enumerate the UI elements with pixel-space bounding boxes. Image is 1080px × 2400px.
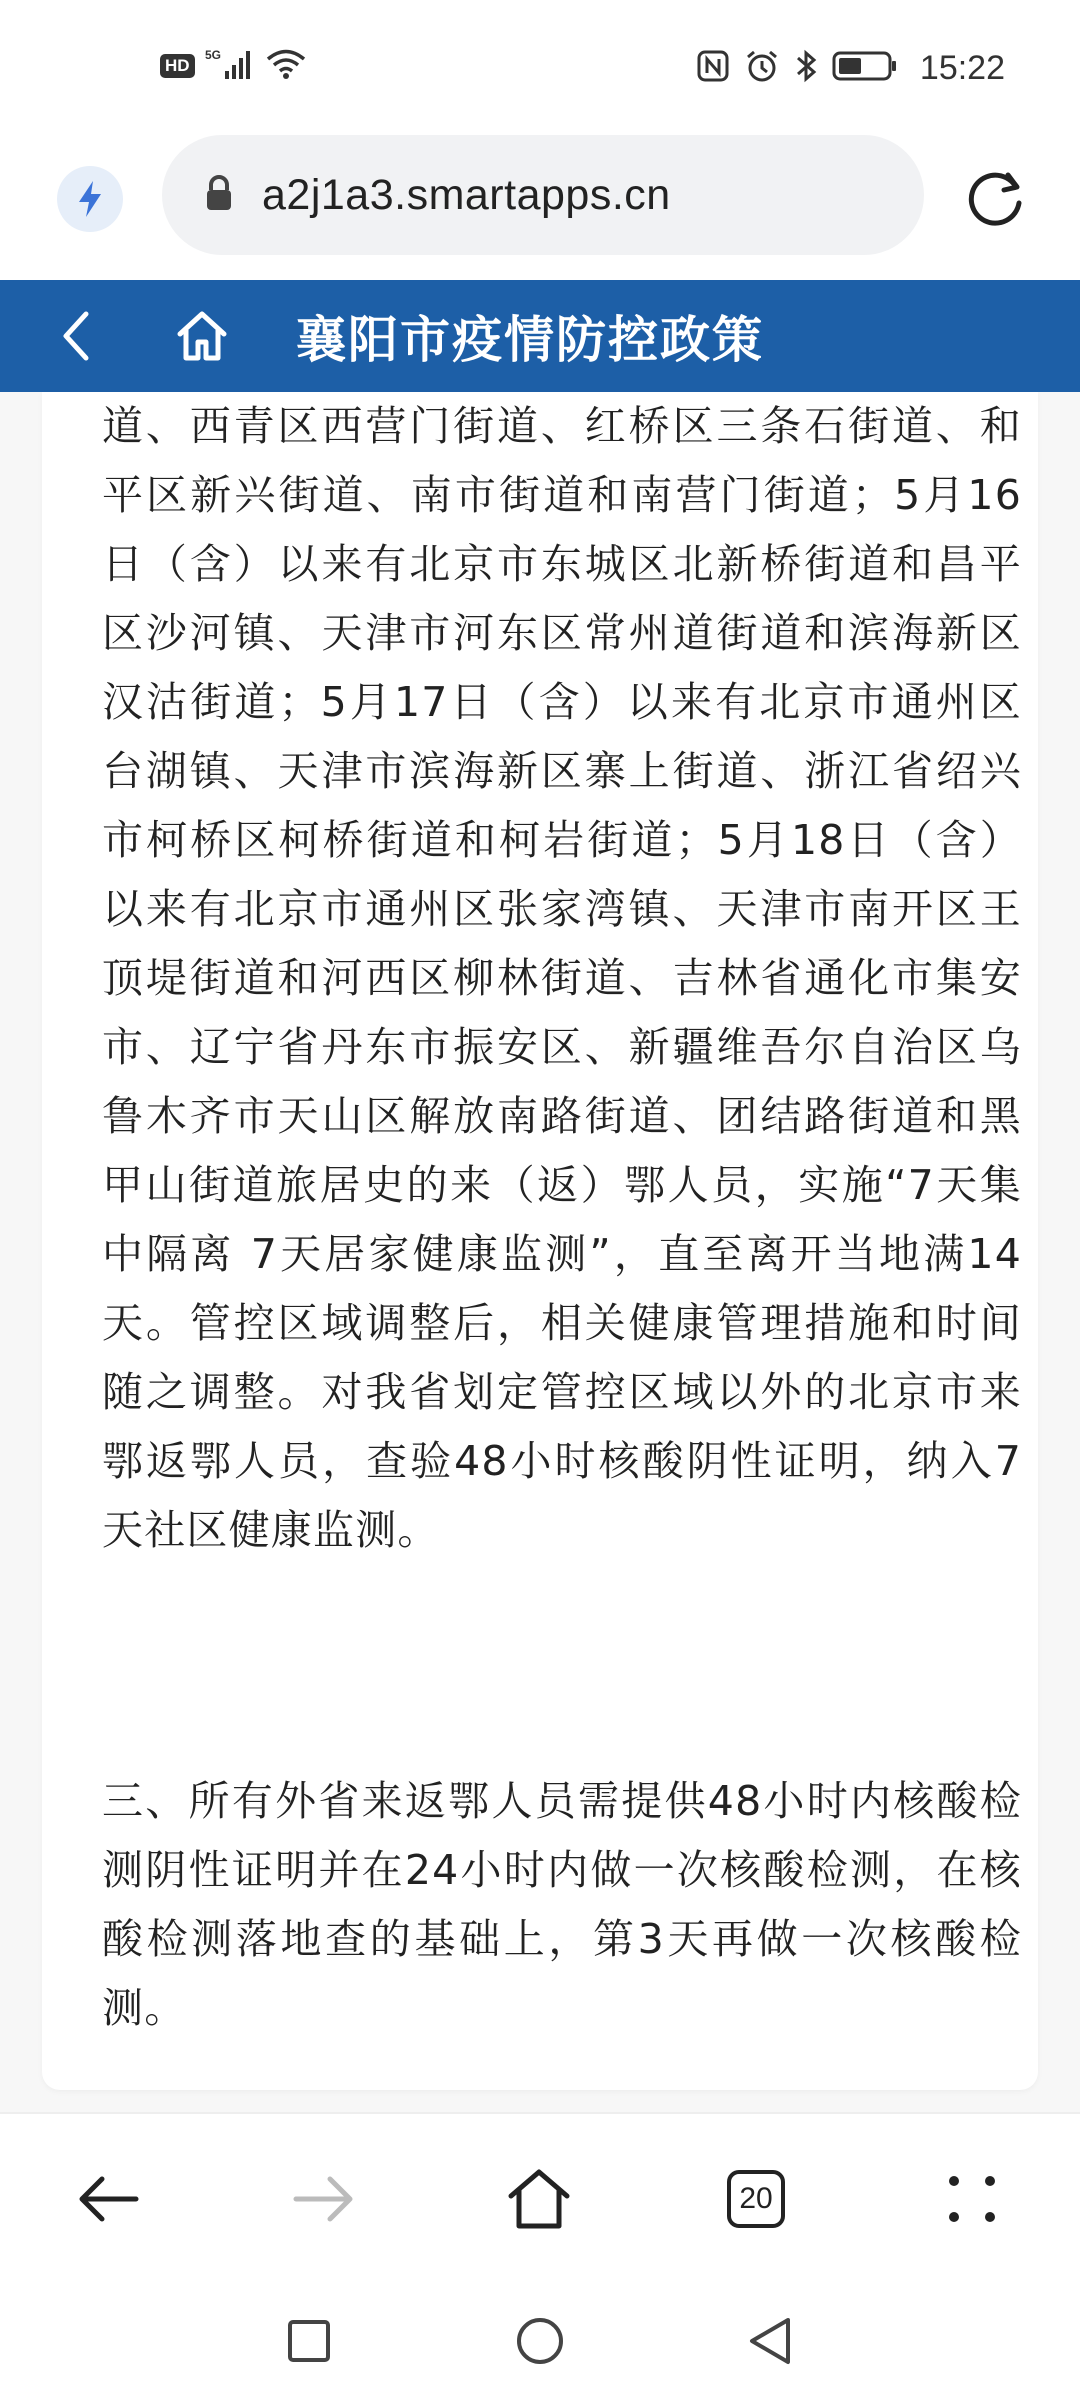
hd-icon: HD: [160, 54, 195, 78]
article-card: [42, 392, 1038, 2090]
svg-text:5G: 5G: [204, 48, 221, 62]
home-icon[interactable]: [170, 304, 234, 368]
recents-square-icon[interactable]: [264, 2282, 354, 2400]
url-field[interactable]: [162, 135, 924, 255]
signal-5g-icon: [205, 47, 255, 85]
nfc-icon: [696, 49, 730, 87]
lock-icon: [204, 174, 234, 216]
status-time: 15:22: [919, 48, 1005, 87]
forward-arrow-icon[interactable]: [264, 2114, 384, 2284]
bolt-icon[interactable]: [57, 166, 123, 232]
page-title: 襄阳市疫情防控政策: [296, 311, 764, 369]
tab-count: 20: [727, 2170, 785, 2228]
back-chevron-icon[interactable]: [52, 304, 100, 368]
content-area: [0, 392, 1080, 2112]
tabs-icon[interactable]: [696, 2114, 816, 2284]
browser-toolbar: [0, 2112, 1080, 2282]
system-navigation: [0, 2282, 1080, 2400]
home-circle-icon[interactable]: [495, 2282, 585, 2400]
status-left: [160, 46, 307, 86]
home-icon[interactable]: [479, 2114, 599, 2284]
alarm-icon: [744, 48, 780, 88]
address-bar: [0, 135, 1080, 280]
article-paragraph: 道、西青区西营门街道、红桥区三条石街道、和平区新兴街道、南市街道和南营门街道；5月16日（含）以来有北京市东城区北新桥街道和昌平区沙河镇、天津市河东区常州道街道和滨海新区汉沽街道；5月17日（含）以来有北京市通州区台湖镇、天津市滨海新区寨上街道、浙江省绍兴市柯桥区柯桥街道和柯岩街道；5月18日（含）以来有北京市通州区张家湾镇、天津市南开区王顶堤街道和河西区柳林街道、吉林省通化市集安市、辽宁省丹东市振安区、新疆维吾尔自治区乌鲁木齐市天山区解放南路街道、团结路街道和黑甲山街道旅居史的来（返）鄂人员，实施“7天集中隔离 7天居家健康监测”，直至离开当地满14天。管控区域调整后，相关健康管理措施和时间随之调整。对我省划定管控区域以外的北京市来鄂返鄂人员，查验48小时核酸阴性证明，纳入7天社区健康监测。: [102, 402, 1022, 1554]
bluetooth-icon: [794, 48, 818, 88]
back-triangle-icon[interactable]: [725, 2282, 815, 2400]
page-header: [0, 280, 1080, 392]
url-text: a2j1a3.smartapps.cn: [262, 170, 671, 219]
status-bar: [0, 0, 1080, 135]
status-right: [696, 40, 1005, 96]
wifi-icon: [265, 47, 307, 85]
back-arrow-icon[interactable]: [48, 2114, 168, 2284]
menu-dots-icon[interactable]: [912, 2114, 1032, 2284]
battery-icon: [832, 49, 898, 87]
refresh-icon[interactable]: [960, 161, 1032, 233]
article-paragraph: 三、所有外省来返鄂人员需提供48小时内核酸检测阴性证明并在24小时内做一次核酸检测，在核酸检测落地查的基础上，第3天再做一次核酸检测。: [102, 1777, 1022, 2032]
